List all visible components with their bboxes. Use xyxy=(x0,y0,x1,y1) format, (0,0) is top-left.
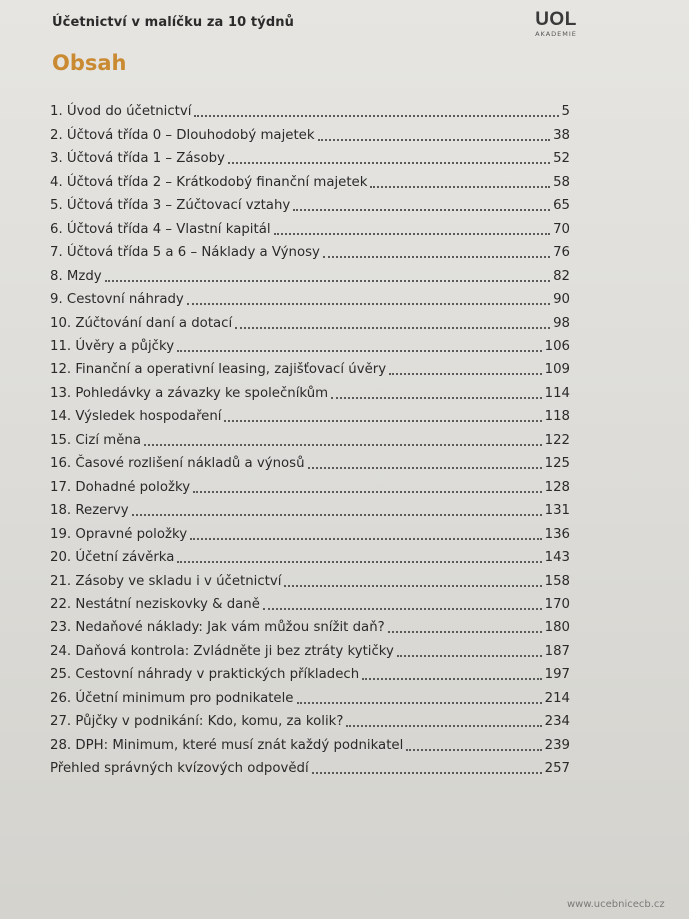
toc-entry-page-number: 76 xyxy=(553,245,570,261)
toc-entry-title: 16. Časové rozlišení nákladů a výnosů xyxy=(50,456,305,472)
toc-entry-title: 28. DPH: Minimum, které musí znát každý podnikatel xyxy=(50,737,404,753)
toc-entry xyxy=(50,402,570,425)
toc-entry-title: 20. Účetní závěrka xyxy=(50,550,175,566)
toc-entry-title: 24. Daňová kontrola: Zvládněte ji bez ztráty kytičky xyxy=(50,643,394,659)
toc-entry xyxy=(50,660,570,683)
toc-entry xyxy=(50,472,570,495)
dot-leader xyxy=(194,115,558,117)
toc-entry-title: 1. Úvod do účetnictví xyxy=(50,104,192,120)
toc-entry xyxy=(50,191,570,214)
toc-entry-page-number: 114 xyxy=(544,385,570,401)
toc-entry xyxy=(50,590,570,613)
dot-leader xyxy=(323,256,550,258)
toc-entry-page-number: 70 xyxy=(553,221,570,237)
toc-entry xyxy=(50,496,570,519)
toc-entry-title: 26. Účetní minimum pro podnikatele xyxy=(50,690,294,706)
toc-entry xyxy=(50,97,570,120)
toc-entry-page-number: 180 xyxy=(544,620,570,636)
dot-leader xyxy=(284,585,541,587)
toc-entry xyxy=(50,425,570,448)
toc-entry xyxy=(50,707,570,730)
toc-entry xyxy=(50,167,570,190)
table-of-contents xyxy=(50,97,570,777)
toc-entry-page-number: 234 xyxy=(544,714,570,730)
dot-leader xyxy=(389,373,542,375)
toc-entry-page-number: 214 xyxy=(544,690,570,706)
toc-entry-page-number: 118 xyxy=(544,409,570,425)
dot-leader xyxy=(224,420,541,422)
toc-entry-page-number: 65 xyxy=(553,198,570,214)
toc-entry-page-number: 38 xyxy=(553,127,570,143)
toc-entry-page-number: 90 xyxy=(553,292,570,308)
dot-leader xyxy=(177,350,542,352)
toc-entry-page-number: 98 xyxy=(553,315,570,331)
toc-entry-title: 4. Účtová třída 2 – Krátkodobý finanční majetek xyxy=(50,174,368,190)
contents-heading: Obsah xyxy=(52,51,127,75)
dot-leader xyxy=(346,725,541,727)
toc-entry xyxy=(50,285,570,308)
toc-entry-title: 27. Půjčky v podnikání: Kdo, komu, za kolik? xyxy=(50,714,344,730)
toc-entry xyxy=(50,378,570,401)
toc-entry-page-number: 239 xyxy=(544,737,570,753)
toc-entry-page-number: 158 xyxy=(544,573,570,589)
dot-leader xyxy=(263,608,542,610)
toc-entry-title: 6. Účtová třída 4 – Vlastní kapitál xyxy=(50,221,271,237)
toc-entry-title: 23. Nedaňové náklady: Jak vám můžou snížit daň? xyxy=(50,620,385,636)
toc-entry-title: Přehled správných kvízových odpovědí xyxy=(50,761,309,777)
toc-entry-title: 18. Rezervy xyxy=(50,503,129,519)
toc-entry-title: 13. Pohledávky a závazky ke společníkům xyxy=(50,385,329,401)
dot-leader xyxy=(274,233,551,235)
dot-leader xyxy=(177,561,541,563)
dot-leader xyxy=(293,209,550,211)
toc-entry xyxy=(50,308,570,331)
toc-entry-page-number: 170 xyxy=(544,596,570,612)
dot-leader xyxy=(187,303,550,305)
toc-entry-title: 11. Úvěry a půjčky xyxy=(50,338,175,354)
toc-entry-title: 21. Zásoby ve skladu i v účetnictví xyxy=(50,573,282,589)
toc-entry-title: 17. Dohadné položky xyxy=(50,479,191,495)
toc-entry xyxy=(50,238,570,261)
toc-entry-page-number: 257 xyxy=(544,761,570,777)
dot-leader xyxy=(308,467,542,469)
toc-entry-page-number: 52 xyxy=(553,151,570,167)
toc-entry xyxy=(50,449,570,472)
logo-mark: UOL xyxy=(535,9,577,30)
logo-subtitle: AKADEMIE xyxy=(535,30,577,38)
toc-entry-page-number: 143 xyxy=(544,550,570,566)
toc-entry xyxy=(50,613,570,636)
dot-leader xyxy=(190,538,542,540)
toc-entry-title: 25. Cestovní náhrady v praktických příkladech xyxy=(50,667,360,683)
dot-leader xyxy=(144,444,542,446)
publisher-logo xyxy=(528,10,584,38)
dot-leader xyxy=(297,702,542,704)
toc-entry xyxy=(50,355,570,378)
toc-entry-title: 22. Nestátní neziskovky & daně xyxy=(50,596,260,612)
toc-entry-title: 8. Mzdy xyxy=(50,268,102,284)
toc-entry-title: 14. Výsledek hospodaření xyxy=(50,409,222,425)
toc-entry-page-number: 122 xyxy=(544,432,570,448)
dot-leader xyxy=(406,749,541,751)
toc-entry-page-number: 125 xyxy=(544,456,570,472)
toc-entry-page-number: 187 xyxy=(544,643,570,659)
dot-leader xyxy=(312,772,542,774)
dot-leader xyxy=(362,678,541,680)
toc-entry-title: 10. Zúčtování daní a dotací xyxy=(50,315,233,331)
dot-leader xyxy=(193,491,542,493)
dot-leader xyxy=(132,514,542,516)
toc-entry xyxy=(50,519,570,542)
toc-entry-page-number: 197 xyxy=(544,667,570,683)
toc-entry-page-number: 136 xyxy=(544,526,570,542)
toc-entry xyxy=(50,144,570,167)
watermark: www.ucebnicecb.cz xyxy=(567,899,665,910)
dot-leader xyxy=(370,186,550,188)
toc-entry-title: 15. Cizí měna xyxy=(50,432,141,448)
toc-entry-page-number: 82 xyxy=(553,268,570,284)
toc-entry xyxy=(50,566,570,589)
toc-entry-title: 19. Opravné položky xyxy=(50,526,188,542)
toc-entry xyxy=(50,214,570,237)
dot-leader xyxy=(318,139,551,141)
toc-entry-title: 5. Účtová třída 3 – Zúčtovací vztahy xyxy=(50,198,291,214)
toc-entry-page-number: 128 xyxy=(544,479,570,495)
book-title: Účetnictví v malíčku za 10 týdnů xyxy=(52,15,294,30)
toc-entry xyxy=(50,543,570,566)
toc-entry-title: 7. Účtová třída 5 a 6 – Náklady a Výnosy xyxy=(50,245,320,261)
toc-entry xyxy=(50,683,570,706)
dot-leader xyxy=(388,631,542,633)
toc-entry-page-number: 58 xyxy=(553,174,570,190)
dot-leader xyxy=(235,327,550,329)
toc-entry xyxy=(50,730,570,753)
toc-entry xyxy=(50,261,570,284)
toc-entry-title: 12. Finanční a operativní leasing, zajišťovací úvěry xyxy=(50,362,387,378)
toc-entry-page-number: 5 xyxy=(561,104,570,120)
toc-entry xyxy=(50,754,570,777)
toc-entry xyxy=(50,120,570,143)
toc-entry-page-number: 106 xyxy=(544,338,570,354)
dot-leader xyxy=(105,280,550,282)
dot-leader xyxy=(331,397,542,399)
dot-leader xyxy=(228,162,550,164)
toc-entry-title: 9. Cestovní náhrady xyxy=(50,292,184,308)
toc-entry-page-number: 131 xyxy=(544,503,570,519)
dot-leader xyxy=(397,655,542,657)
toc-entry-title: 2. Účtová třída 0 – Dlouhodobý majetek xyxy=(50,127,315,143)
toc-entry xyxy=(50,636,570,659)
toc-entry xyxy=(50,332,570,355)
toc-entry-page-number: 109 xyxy=(544,362,570,378)
toc-entry-title: 3. Účtová třída 1 – Zásoby xyxy=(50,151,225,167)
